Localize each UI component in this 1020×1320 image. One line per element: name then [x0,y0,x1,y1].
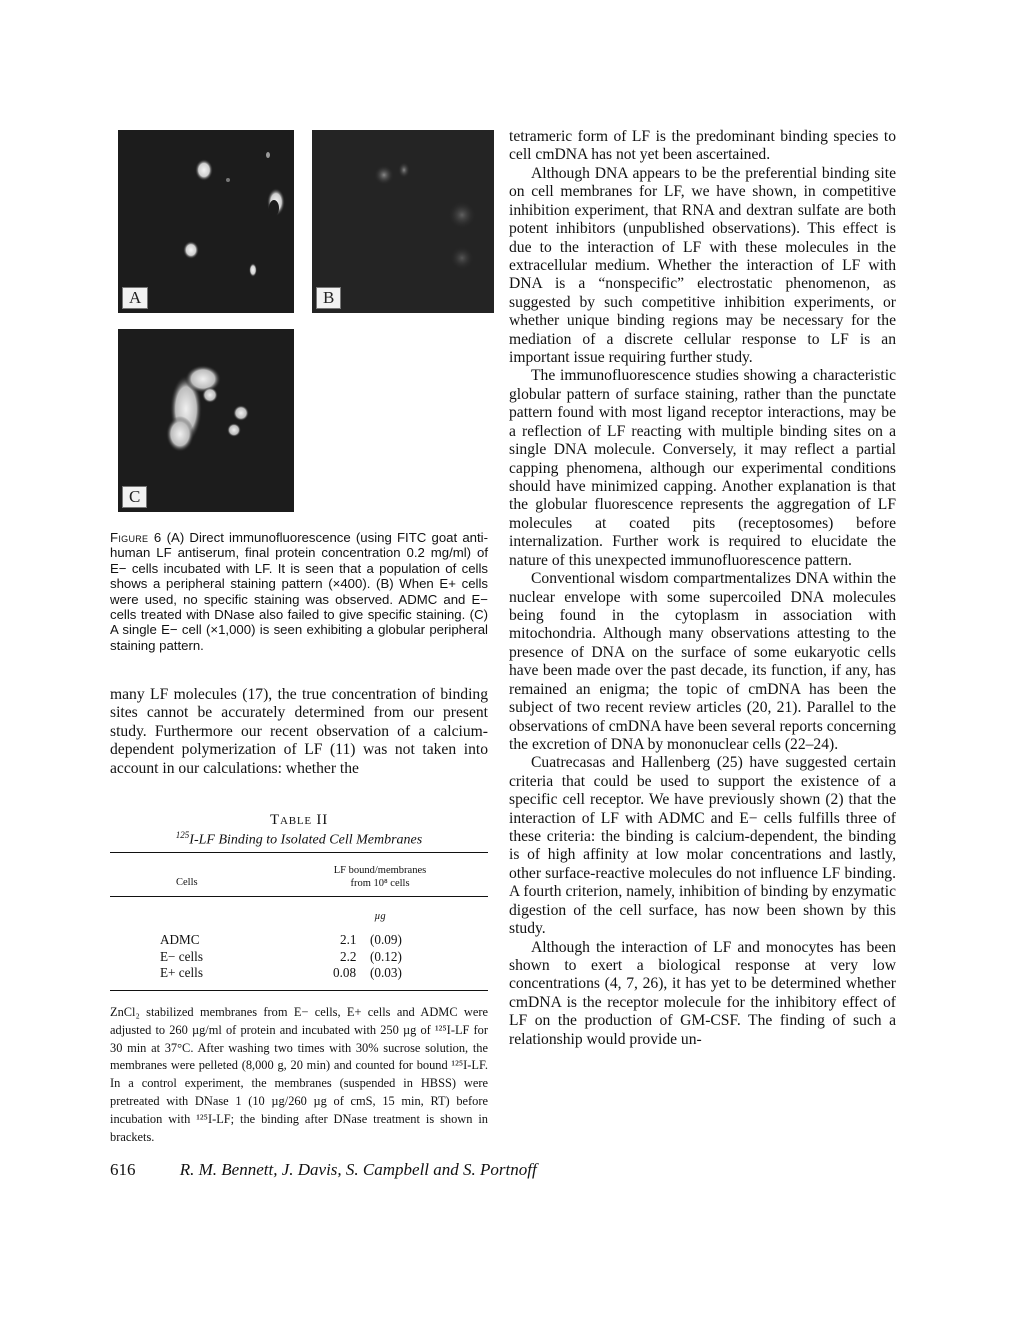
table-header-rule [110,896,488,897]
table-cell-cells: E+ cells [160,965,203,981]
micrograph-panel-c [118,329,294,512]
right-paragraph-6: Although the interaction of LF and monocytes has been shown to exert a biological response at very low concentrations (4, 7, 26), it has yet to be determined whether cmDNA is the receptor molecule for the inhibitory effect of LF on the production of GM-CSF. The finding of such a relationship would provide un- [509,938,896,1048]
table-row [110,965,488,982]
micrograph-c-image [118,329,294,512]
micrograph-panel-a [118,130,294,313]
micrograph-b-image [312,130,494,313]
page-number: 616 [110,1160,136,1179]
table-row [110,949,488,966]
table-subtitle-text: I-LF Binding to Isolated Cell Membranes [189,832,423,848]
table-unit: µg [374,911,386,922]
table-subtitle [110,830,488,849]
table-cell-value: 2.1 [340,932,357,947]
table-row [110,932,488,949]
right-paragraph-5: Cuatrecasas and Hallenberg (25) have suggested certain criteria that could be used to support the existence of a specific cell receptor. We have previously shown (2) that the interaction of LF with ADMC and E− cells fulfills three of these criteria: the binding is calcium-dependent, the binding is of high affinity at low molar concentrations and lastly, other surface-reactive molecules do not influence LF binding. A fourth criterion, namely, inhibition of binding by enzymatic digestion of the cell surface, has now been shown by this study. [509,754,896,938]
table-col-cells: Cells [176,877,198,888]
table-title: Table II [269,812,329,828]
table-col-bound-line2: from 10⁸ cells [350,878,410,889]
micrograph-a-image [118,130,294,313]
right-paragraph-4: Conventional wisdom compartmentalizes DNA within the nuclear envelope with some supercoiled DNA molecules being found in the cytoplasm in association with mitochondria. Although many observations attesting to the presence of DNA on the surface of some eukaryotic cells have been made over the past decade, its function, if any, has remained an enigma; the topic of cmDNA has been the subject of two recent review articles (20, 21). Parallel to the observations of cmDNA have been several reports concerning the excretion of DNA by mononuclear cells (22–24). [509,570,896,753]
left-body-text [110,686,488,778]
table-top-rule [110,852,488,853]
table-col-bound [320,864,440,890]
table-body [110,932,488,982]
table-cell-cells: ADMC [160,932,200,947]
table-subtitle-sup: 125 [175,830,190,840]
panel-label-c: C [122,486,147,508]
table-bottom-rule [110,990,488,991]
table-cell-dnase: (0.09) [370,932,402,947]
panel-label-a: A [122,287,148,309]
figure-caption-lead: Figure 6 [110,530,162,545]
figure-caption-text: (A) Direct immunofluorescence (using FITC goat anti-human LF antiserum, final protein concentration 0.2 mg/ml) of E− cells incubated with LF. It is seen that a population of cells shows a peripheral staining pattern (×400). (B) When E+ cells were used, no specific staining was observed. ADMC and E− cells treated with DNase also failed to give specific staining. (C) A single E− cell (×1,000) is seen exhibiting a globular peripheral staining pattern. [110,530,488,653]
right-paragraph-3: The immunofluorescence studies showing a characteristic globular pattern of surface staining, rather than the punctate pattern found with most ligand receptor interactions, may be a reflection of LF reacting with multiple binding sites on a single DNA molecule. Conversely, it may reflect a partial capping phenomena, although our experimental conditions should have minimized capping. Another explanation is that the globular fluorescence represents the aggregation of LF molecules at coated pits (receptosomes) before internalization. Further work is required to elucidate the nature of this unexpected immunofluorescence pattern. [509,367,896,569]
figure-caption [110,530,488,653]
table-cell-dnase: (0.12) [370,948,402,964]
table-cell-cells: E− cells [160,948,203,964]
page-footer [110,1160,910,1180]
panel-label-b: B [316,287,341,309]
table-cell-dnase: (0.03) [370,965,402,981]
right-paragraph-1: tetrameric form of LF is the predominant binding species to cell cmDNA has not yet been ascertained. [509,128,896,164]
table-cell-value: 0.08 [333,965,357,981]
table-footnote: ZnCl₂ stabilized membranes from E− cells, E+ cells and ADMC were adjusted to 260 µg/ml of protein and incubated with 250 µg of ¹²⁵I-LF for 30 min at 37°C. After washing two times with 30% sucrose solution, the membranes were pelleted (8,000 g, 20 min) and counted for bound ¹²⁵I-LF. In a control experiment, the membranes (suspended in HBSS) were pretreated with DNase 1 (10 µg/260 µg of cmS, 15 min, RT) before incubation with ¹²⁵I-LF; the binding after DNase treatment is shown in brackets. [110,1005,488,1144]
micrograph-panel-b [312,130,494,313]
table-cell-value: 2.2 [340,948,357,964]
left-body-paragraph: many LF molecules (17), the true concentration of binding sites cannot be accurately determined from our present study. Furthermore our recent observation of a calcium-dependent polymerization of LF (11) was not taken into account in our calculations: whether the [110,686,488,777]
right-paragraph-2: Although DNA appears to be the preferential binding site on cell membranes for LF, we have shown, in competitive inhibition experiment, that RNA and dextran sulfate are both potent inhibitors (unpublished observations). This effect is due to the interaction of LF with these molecules in the extracellular medium. Whether the interaction of LF with DNA is a “nonspecific” electrostatic phenomenon, as suggested by such competitive inhibition experiments, or whether unique binding regions may be necessary for the mediation of a discrete cellular response to LF is an important issue requiring further study. [509,164,896,367]
right-column-text [509,128,896,1049]
table-col-bound-line1: LF bound/membranes [333,865,427,876]
footer-authors: R. M. Bennett, J. Davis, S. Campbell and S. Portnoff [179,1160,537,1179]
